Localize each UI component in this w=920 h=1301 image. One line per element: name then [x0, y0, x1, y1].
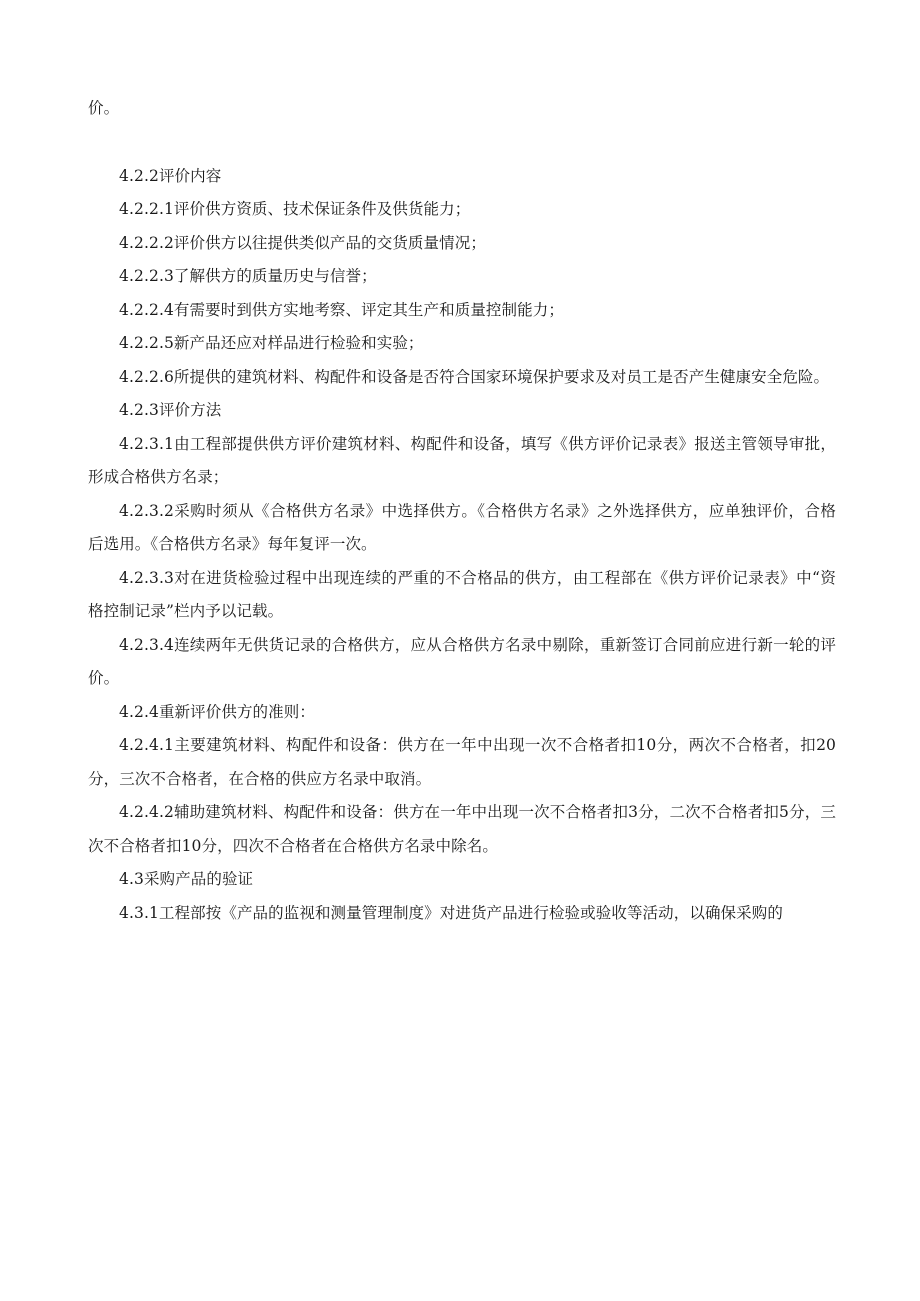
clause-4-2-3-2: 4.2.3.2采购时须从《合格供方名录》中选择供方。《合格供方名录》之外选择供方，应单独评价，合格后选用。《合格供方名录》每年复评一次。	[88, 501, 836, 553]
clause-4-2-2-2: 4.2.2.2评价供方以往提供类似产品的交货质量情况；	[119, 233, 486, 252]
section-heading-4-2-2: 4.2.2评价内容	[119, 166, 222, 185]
clause-4-2-4-2: 4.2.4.2辅助建筑材料、构配件和设备：供方在一年中出现一次不合格者扣3分，二次不合格者扣5分，三次不合格者扣10分，四次不合格者在合格供方名录中除名。	[88, 803, 836, 855]
document-body	[88, 92, 836, 930]
clause-4-2-2-6: 4.2.2.6所提供的建筑材料、构配件和设备是否符合国家环境保护要求及对员工是否产生健康安全危险。	[119, 367, 830, 386]
clause-4-2-3-3: 4.2.3.3对在进货检验过程中出现连续的严重的不合格品的供方，由工程部在《供方评价记录表》中“资格控制记录”栏内予以记载。	[88, 568, 836, 620]
section-heading-4-2-3: 4.2.3评价方法	[119, 401, 222, 419]
paragraph-continuation: 价。	[88, 99, 120, 117]
clause-4-2-2-3: 4.2.2.3了解供方的质量历史与信誉；	[119, 267, 377, 285]
clause-4-2-4-1: 4.2.4.1主要建筑材料、构配件和设备：供方在一年中出现一次不合格者扣10分，两次不合格者，扣20分，三次不合格者，在合格的供应方名录中取消。	[88, 736, 836, 788]
clause-4-2-2-4: 4.2.2.4有需要时到供方实地考察、评定其生产和质量控制能力；	[119, 300, 564, 319]
clause-4-2-2-1: 4.2.2.1评价供方资质、技术保证条件及供货能力；	[119, 200, 471, 218]
clause-4-2-2-5: 4.2.2.5新产品还应对样品进行检验和实验；	[119, 334, 424, 352]
clause-4-2-3-4: 4.2.3.4连续两年无供货记录的合格供方，应从合格供方名录中剔除，重新签订合同前应进行新一轮的评价。	[88, 635, 836, 687]
section-heading-4-3: 4.3采购产品的验证	[119, 870, 254, 888]
section-heading-4-2-4: 4.2.4重新评价供方的准则：	[119, 702, 315, 721]
clause-4-3-1: 4.3.1工程部按《产品的监视和测量管理制度》对进货产品进行检验或验收等活动，以确保采购的	[119, 903, 783, 922]
clause-4-2-3-1: 4.2.3.1由工程部提供供方评价建筑材料、构配件和设备，填写《供方评价记录表》报送主管领导审批，形成合格供方名录；	[88, 434, 836, 486]
